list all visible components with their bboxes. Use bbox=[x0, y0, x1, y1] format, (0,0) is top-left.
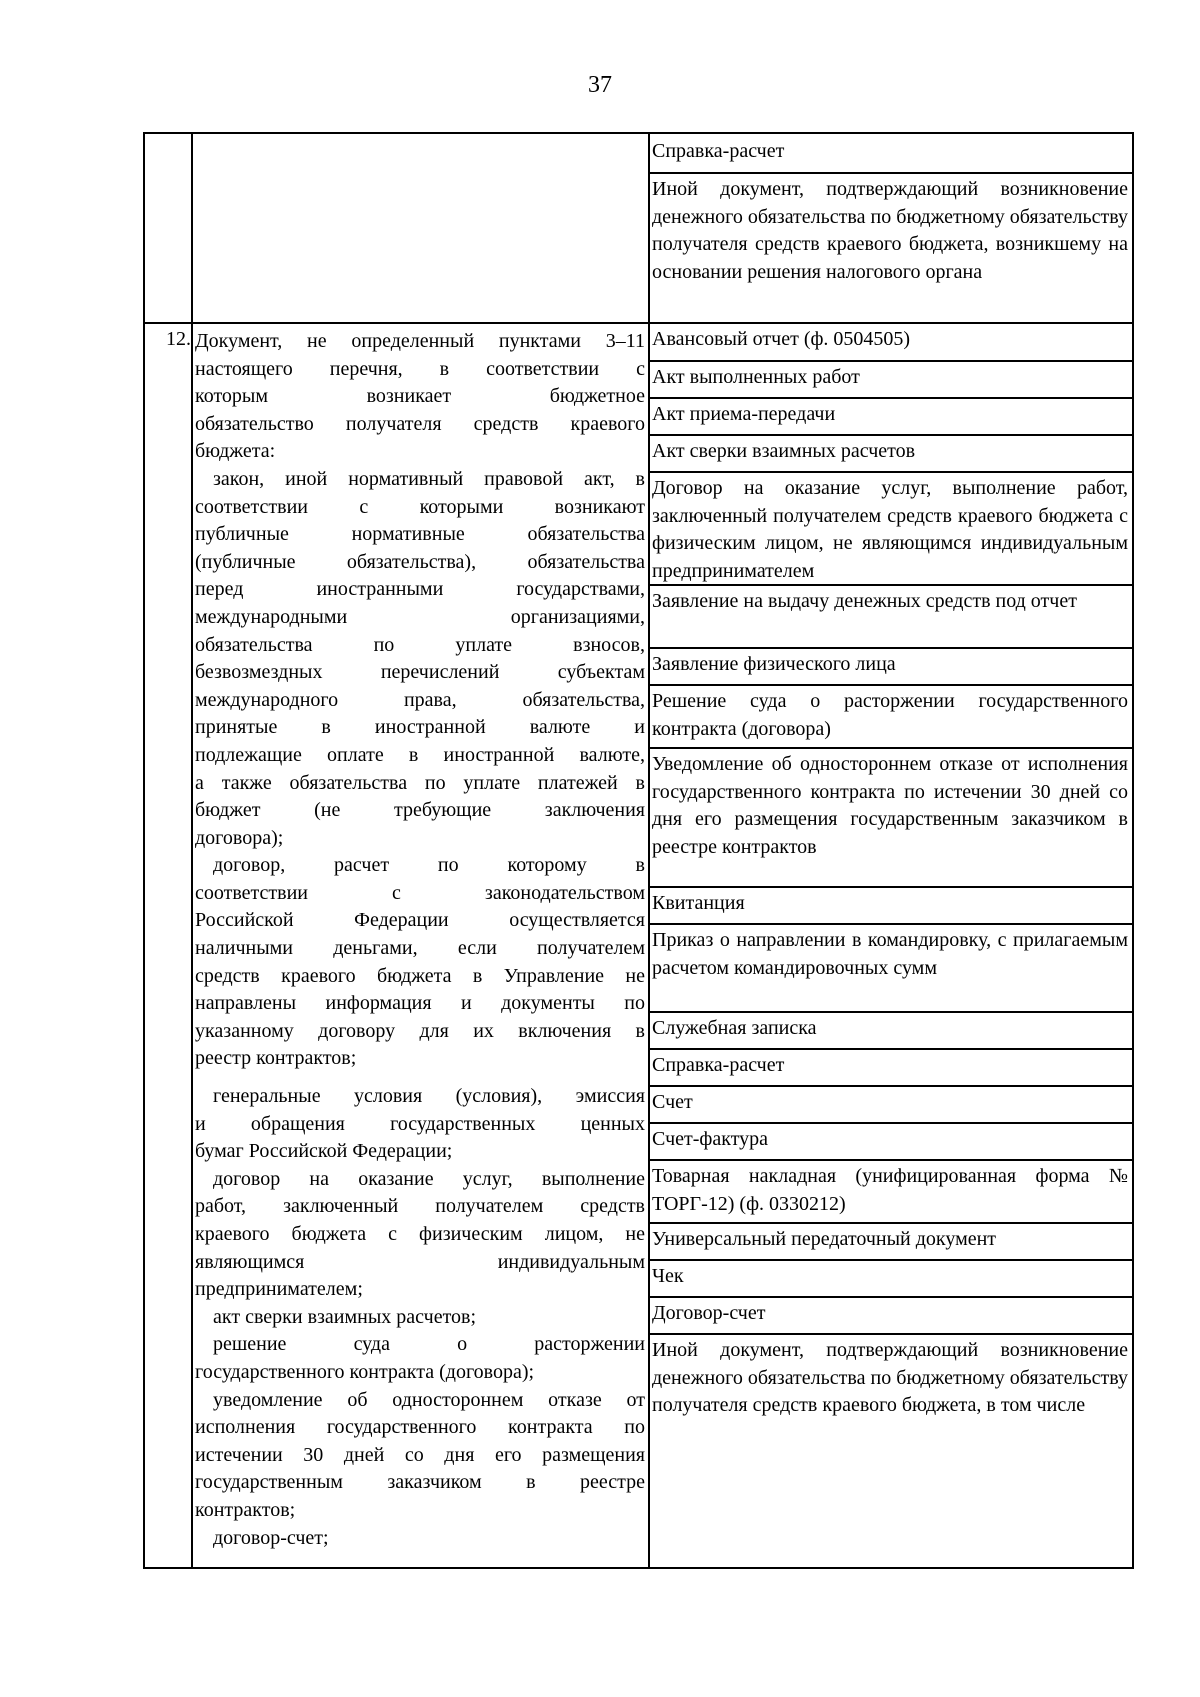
basis-line: международными организациями, bbox=[195, 605, 645, 628]
row-divider bbox=[648, 886, 1132, 888]
doc-cell bbox=[652, 138, 1128, 166]
basis-text bbox=[195, 328, 645, 1552]
doc-cell bbox=[652, 401, 1128, 429]
doc-text: Универсальный передаточный документ bbox=[652, 1228, 997, 1250]
basis-line: работ, заключенный получателем средств bbox=[195, 1195, 645, 1218]
basis-line: акт сверки взаимных расчетов; bbox=[213, 1305, 477, 1328]
doc-text: Авансовый отчет (ф. 0504505) bbox=[652, 328, 911, 350]
basis-line: соответствии с законодательством bbox=[195, 881, 645, 904]
row-divider bbox=[648, 397, 1132, 399]
doc-text: Заявление на выдачу денежных средств под отчет bbox=[652, 590, 1077, 612]
doc-text: Решение суда о расторжении государственного контракта (договора) bbox=[652, 690, 1128, 740]
basis-line: краевого бюджета с физическим лицом, не bbox=[195, 1223, 645, 1245]
doc-cell bbox=[652, 1337, 1128, 1420]
basis-line: обязательства по уплате взносов, bbox=[195, 633, 645, 656]
row-divider bbox=[648, 684, 1132, 686]
doc-text: Договор на оказание услуг, выполнение работ, заключенный получателем средств краевого бюджета с физическим лицом, не являющимся индивидуальным предпринимателем bbox=[652, 477, 1128, 582]
column-divider bbox=[191, 134, 193, 1567]
doc-cell bbox=[652, 1089, 1128, 1117]
doc-text: Иной документ, подтверждающий возникновение денежного обязательства по бюджетному обязательству получателя средств краевого бюджета, возникшему на основании решения налогового органа bbox=[652, 178, 1128, 283]
row-divider bbox=[648, 647, 1132, 649]
basis-line: которым возникает бюджетное bbox=[195, 385, 645, 408]
doc-cell bbox=[652, 927, 1128, 982]
basis-line: настоящего перечня, в соответствии с bbox=[195, 357, 645, 380]
row-divider bbox=[648, 471, 1132, 473]
row-divider bbox=[648, 172, 1132, 174]
basis-line: обязательство получателя средств краевого bbox=[195, 412, 645, 435]
basis-line: бюджета: bbox=[195, 440, 276, 463]
doc-text: Акт выполненных работ bbox=[652, 366, 860, 388]
basis-line: соответствии с которыми возникают bbox=[195, 495, 645, 518]
row-divider bbox=[648, 1333, 1132, 1335]
column-divider bbox=[648, 134, 650, 1567]
basis-line: безвозмездных перечислений субъектам bbox=[195, 661, 645, 684]
basis-line: контрактов; bbox=[195, 1498, 296, 1521]
doc-cell bbox=[652, 326, 1128, 354]
basis-line: государственного контракта (договора); bbox=[195, 1360, 535, 1383]
row-number: 12. bbox=[166, 328, 191, 350]
basis-line: принятые в иностранной валюте и bbox=[195, 716, 645, 739]
doc-cell bbox=[652, 1163, 1128, 1218]
doc-cell bbox=[652, 588, 1128, 616]
doc-cell bbox=[652, 364, 1128, 392]
basis-line: направлены информация и документы по bbox=[195, 992, 645, 1015]
doc-text: Справка-расчет bbox=[652, 140, 785, 162]
basis-line: перед иностранными государствами, bbox=[195, 578, 645, 601]
document-table bbox=[143, 132, 1134, 1569]
basis-line: указанному договору для их включения в bbox=[195, 1019, 645, 1042]
doc-cell bbox=[652, 1052, 1128, 1080]
row-divider bbox=[648, 1222, 1132, 1224]
row-divider bbox=[648, 923, 1132, 925]
row-divider bbox=[648, 1259, 1132, 1261]
doc-text: Счет bbox=[652, 1091, 693, 1113]
basis-line: (публичные обязательства), обязательства bbox=[195, 550, 645, 573]
doc-text: Акт приема-передачи bbox=[652, 403, 836, 425]
doc-cell bbox=[652, 438, 1128, 466]
row-divider bbox=[648, 1159, 1132, 1161]
row-separator bbox=[145, 322, 1132, 324]
row-divider bbox=[648, 1085, 1132, 1087]
doc-cell bbox=[652, 651, 1128, 679]
doc-text: Приказ о направлении в командировку, с прилагаемым расчетом командировочных сумм bbox=[652, 929, 1128, 979]
row-divider bbox=[648, 1122, 1132, 1124]
doc-text: Счет-фактура bbox=[652, 1128, 769, 1150]
doc-cell bbox=[652, 1300, 1128, 1328]
doc-text: Справка-расчет bbox=[652, 1054, 785, 1076]
basis-line: бюджет (не требующие заключения bbox=[195, 799, 645, 822]
doc-cell bbox=[652, 1126, 1128, 1154]
basis-line: договор-счет; bbox=[213, 1526, 329, 1549]
basis-line: закон, иной нормативный правовой акт, в bbox=[213, 467, 645, 490]
doc-cell bbox=[652, 890, 1128, 918]
doc-cell bbox=[652, 1015, 1128, 1043]
basis-line: договор на оказание услуг, выполнение bbox=[213, 1167, 645, 1190]
doc-text: Заявление физического лица bbox=[652, 653, 896, 675]
doc-cell bbox=[652, 475, 1128, 585]
basis-line: публичные нормативные обязательства bbox=[195, 523, 645, 546]
doc-text: Товарная накладная (унифицированная форма № ТОРГ-12) (ф. 0330212) bbox=[652, 1165, 1128, 1215]
row-divider bbox=[648, 434, 1132, 436]
basis-line: решение суда о расторжении bbox=[213, 1333, 645, 1356]
basis-line: подлежащие оплате в иностранной валюте, bbox=[195, 743, 645, 766]
basis-cell bbox=[195, 328, 645, 1552]
doc-text: Чек bbox=[652, 1265, 684, 1287]
row-divider bbox=[648, 1048, 1132, 1050]
basis-line: генеральные условия (условия), эмиссия bbox=[213, 1085, 645, 1108]
doc-text: Иной документ, подтверждающий возникновение денежного обязательства по бюджетному обязательству получателя средств краевого бюджета, в том числе bbox=[652, 1339, 1128, 1417]
row-divider bbox=[648, 1011, 1132, 1013]
row-divider bbox=[648, 747, 1132, 749]
basis-line: исполнения государственного контракта по bbox=[195, 1416, 645, 1439]
basis-line: а также обязательства по уплате платежей в bbox=[195, 771, 645, 794]
basis-line: уведомление об одностороннем отказе от bbox=[213, 1388, 645, 1411]
doc-cell bbox=[652, 751, 1128, 861]
basis-line: бумаг Российской Федерации; bbox=[195, 1140, 453, 1163]
page-number: 37 bbox=[588, 72, 612, 98]
basis-line: государственным заказчиком в реестре bbox=[195, 1471, 645, 1494]
doc-cell bbox=[652, 1226, 1128, 1254]
row-divider bbox=[648, 1296, 1132, 1298]
basis-line: являющимся индивидуальным bbox=[195, 1250, 645, 1273]
basis-line: Документ, не определенный пунктами 3–11 bbox=[195, 330, 645, 352]
doc-text: Квитанция bbox=[652, 892, 745, 914]
row-divider bbox=[648, 584, 1132, 586]
basis-line: предпринимателем; bbox=[195, 1278, 363, 1301]
basis-line: и обращения государственных ценных bbox=[195, 1112, 645, 1135]
doc-cell bbox=[652, 688, 1128, 743]
doc-text: Акт сверки взаимных расчетов bbox=[652, 440, 916, 462]
basis-line: реестр контрактов; bbox=[195, 1047, 357, 1070]
doc-text: Договор-счет bbox=[652, 1302, 766, 1324]
doc-cell bbox=[652, 1263, 1128, 1291]
basis-line: истечении 30 дней со дня его размещения bbox=[195, 1443, 645, 1466]
basis-line: международного права, обязательства, bbox=[195, 688, 645, 711]
basis-line: средств краевого бюджета в Управление не bbox=[195, 964, 645, 987]
doc-cell bbox=[652, 176, 1128, 286]
doc-text: Уведомление об одностороннем отказе от исполнения государственного контракта по истечении 30 дней со дня его размещения государственным заказчиком в реестре контрактов bbox=[652, 753, 1128, 858]
basis-line: договора); bbox=[195, 826, 284, 849]
basis-line: Российской Федерации осуществляется bbox=[195, 909, 645, 932]
basis-line: договор, расчет по которому в bbox=[213, 854, 645, 877]
basis-line: наличными деньгами, если получателем bbox=[195, 937, 645, 960]
row-divider bbox=[648, 360, 1132, 362]
doc-text: Служебная записка bbox=[652, 1017, 817, 1039]
